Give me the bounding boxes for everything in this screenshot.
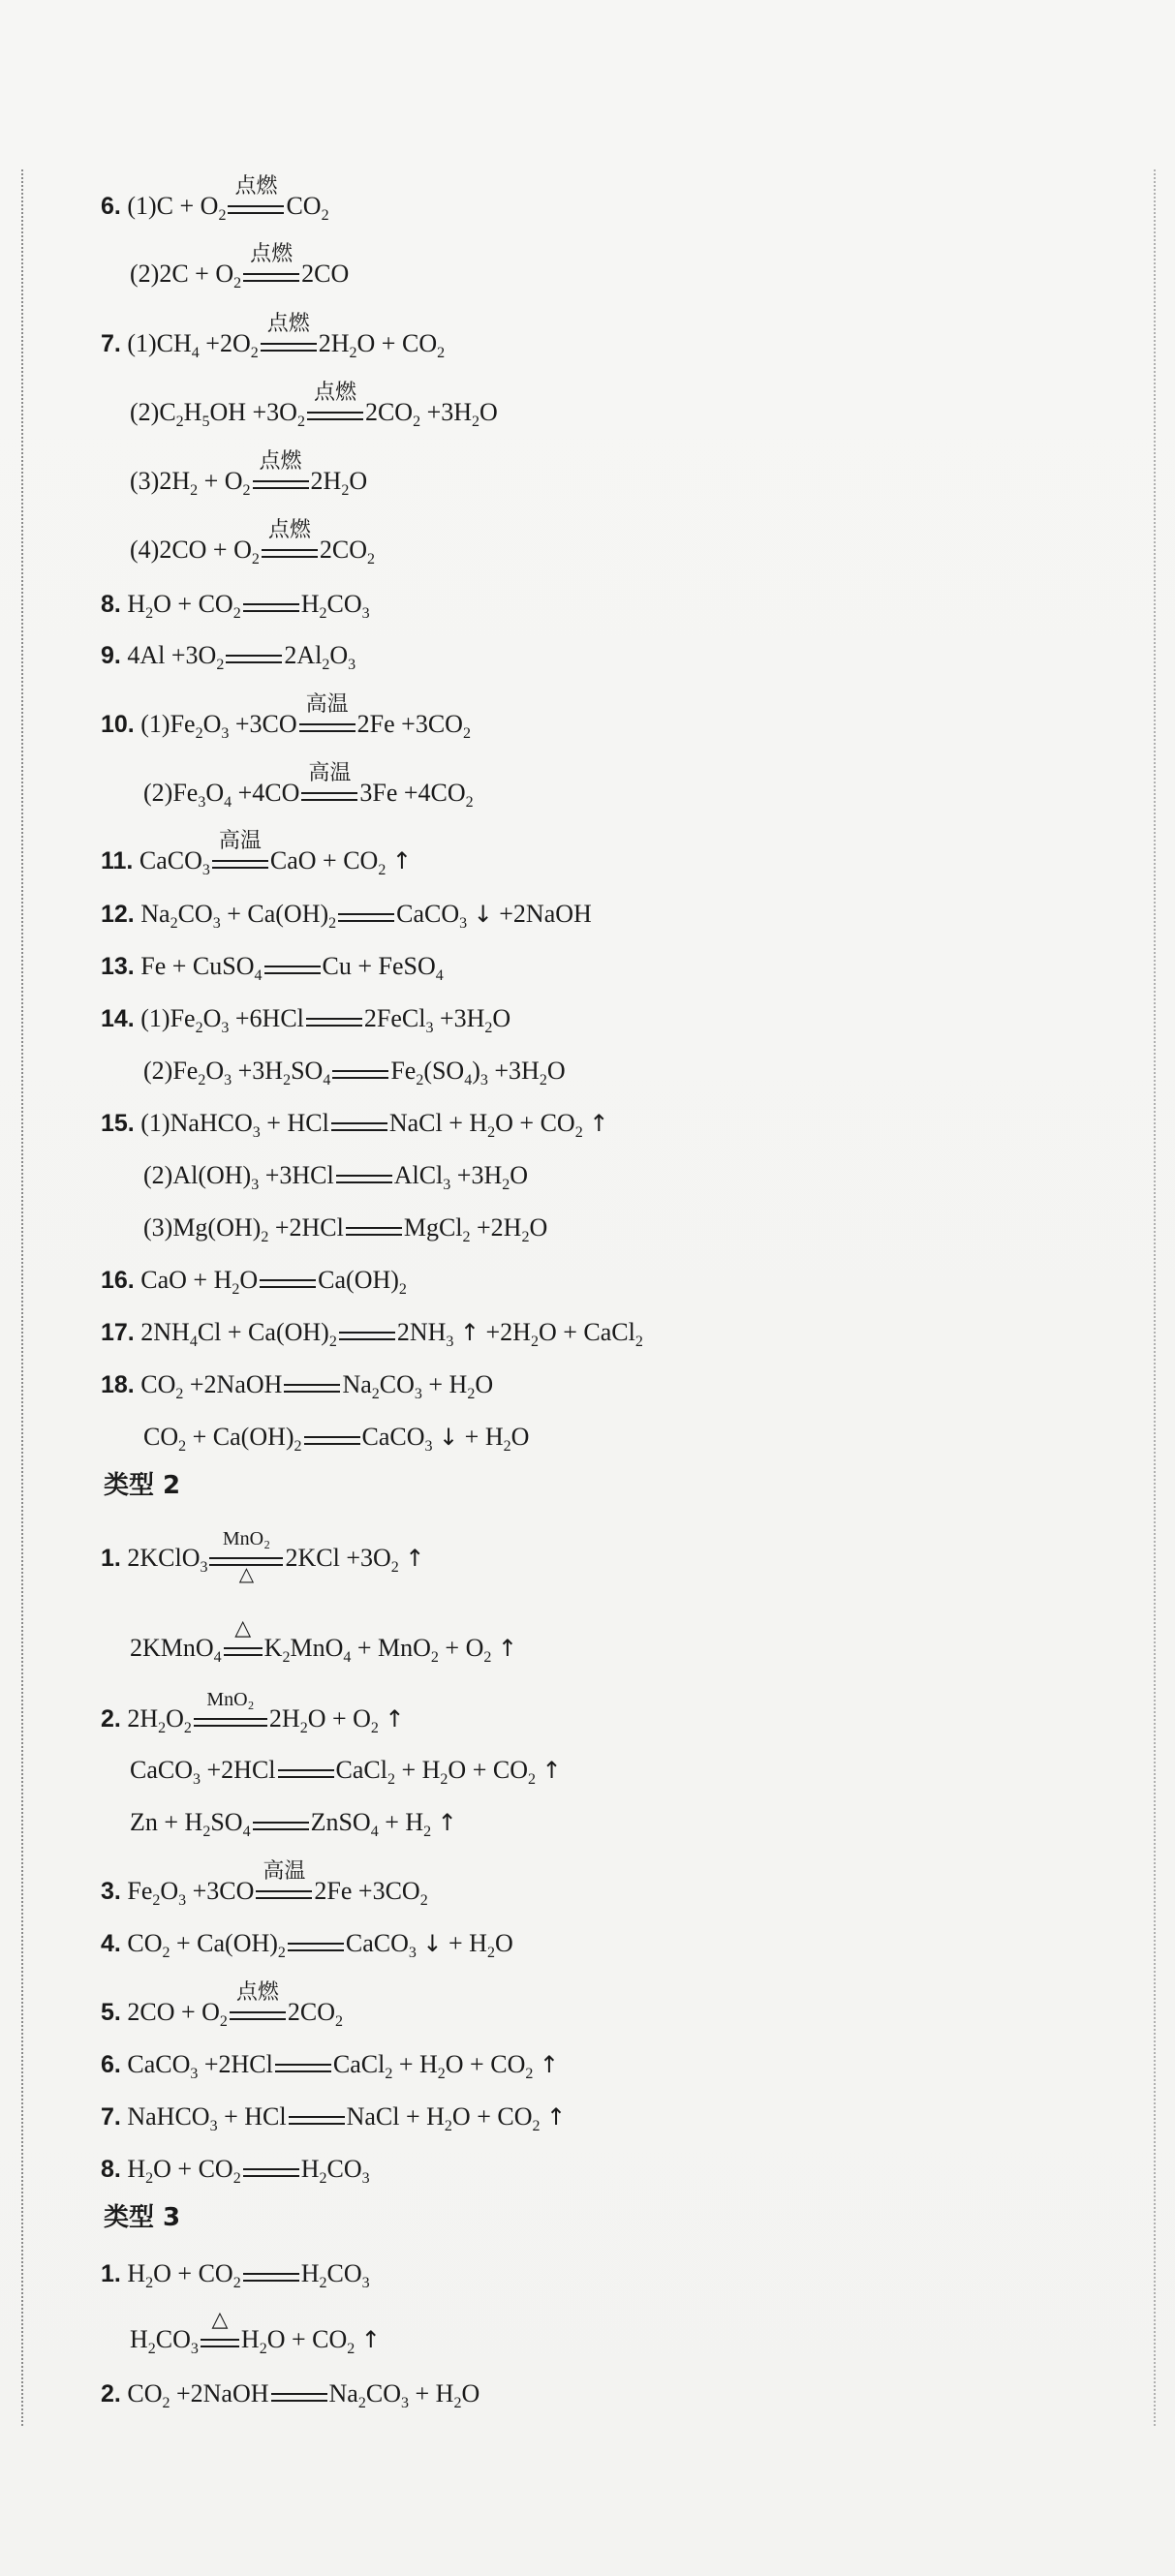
left-binding-line: [21, 169, 23, 2426]
t2-equation-1-2: 2KMnO$_4$ △ $K_2MnO_4 + MnO_2 + O_2$ ↑: [130, 1616, 517, 1666]
t3-equation-1-1: 1. $H_2O + CO_2$ $H_2CO_3$: [101, 2259, 370, 2291]
equation-15-1: 15. (1)NaHCO$_3$ + HCl NaCl + $H_2O + CO_2$ ↑: [101, 1109, 609, 1141]
t2-equation-2-2: CaCO$_3$ +2HCl CaCl$_2$ + $H_2O + CO_2$ ↑: [130, 1756, 562, 1788]
t2-equation-2-1: 2. $2H_2O_2$ MnO₂ $2H_2O + O_2$ ↑: [101, 1689, 405, 1736]
equation-8: 8. $H_2O + CO_2$ $H_2CO_3$: [101, 590, 370, 622]
equation-7-1: 7. $(1)CH_4 +2O_2$ 点燃 $2H_2O + CO_2$: [101, 312, 446, 361]
equation-12: 12. $Na_2CO_3 + Ca(OH)_2$ CaCO$_3$ ↓ +2NaOH: [101, 900, 592, 932]
section-heading-type2: 类型 2: [104, 1471, 181, 1500]
equation-6-2: $(2)2C + O_2$ 点燃 2CO: [130, 242, 350, 291]
t3-equation-2: 2. $CO_2$ +2NaOH $Na_2CO_3 + H_2O$: [101, 2379, 480, 2411]
equation-14-1: 14. $(1)Fe_2O_3 +6HCl$ 2FeCl$_3$ $+3H_2O$: [101, 1004, 511, 1036]
right-binding-line: [1154, 169, 1156, 2426]
t2-equation-7: 7. NaHCO$_3$ + HCl NaCl + $H_2O + CO_2$ ↑: [101, 2102, 567, 2134]
equation-7-4: $(4)2CO + O_2$ 点燃 $2CO_2$: [130, 518, 375, 567]
equation-17: 17. $2NH_4Cl + Ca(OH)_2$ $2NH_3$ ↑ $+2H_2O$ + CaCl$_2$: [101, 1318, 643, 1350]
t2-equation-5: 5. $2CO + O_2$ 点燃 $2CO_2$: [101, 1980, 344, 2030]
section-heading-type3: 类型 3: [104, 2203, 181, 2232]
t2-equation-4: 4. $CO_2 + Ca(OH)_2$ CaCO$_3$ ↓ + $H_2O$: [101, 1929, 513, 1961]
equation-16: 16. CaO + $H_2O$ $Ca(OH)_2$: [101, 1266, 407, 1298]
t2-equation-2-3: $Zn + H_2SO_4$ ZnSO$_4$ + $H_2$ ↑: [130, 1808, 457, 1840]
equation-9: 9. $4Al +3O_2$ $2Al_2O_3$: [101, 641, 356, 673]
equation-7-3: $(3)2H_2 + O_2$ 点燃 $2H_2O$: [130, 449, 368, 499]
t2-equation-6: 6. CaCO$_3$ +2HCl CaCl$_2$ + $H_2O + CO_2$ ↑: [101, 2050, 559, 2082]
equation-6-1: 6. $(1)C + O_2$ 点燃 $CO_2$: [101, 174, 329, 224]
t2-equation-3: 3. $Fe_2O_3 +3CO$ 高温 $2Fe +3CO_2$: [101, 1859, 428, 1909]
t2-equation-1-1: 1. 2KClO$_3$ MnO₂ △ $2KCl +3O_2$ ↑: [101, 1528, 425, 1586]
equation-15-2: $(2)Al(OH)_3 +3HCl$ AlCl$_3$ $+3H_2O$: [143, 1161, 529, 1193]
equation-13: 13. Fe + CuSO$_4$ Cu + FeSO$_4$: [101, 952, 444, 984]
equation-11: 11. CaCO$_3$ 高温 CaO + $CO_2$ ↑: [101, 829, 412, 878]
equation-14-2: $(2)Fe_2O_3 +3H_2SO_4$ $Fe_2(SO_4)_3 +3H_2O$: [143, 1057, 566, 1089]
equation-10-2: $(2)Fe_3O_4 +4CO$ 高温 $3Fe +4CO_2$: [143, 761, 474, 811]
t3-equation-1-2: $H_2CO_3$ △ $H_2O + CO_2$ ↑: [130, 2308, 381, 2357]
t2-equation-8: 8. $H_2O + CO_2$ $H_2CO_3$: [101, 2155, 370, 2187]
equation-18-1: 18. $CO_2$ +2NaOH $Na_2CO_3 + H_2O$: [101, 1370, 494, 1402]
equation-7-2: $(2)C_2H_5OH +3O_2$ 点燃 $2CO_2 +3H_2O$: [130, 381, 498, 430]
equation-15-3: $(3)Mg(OH)_2 +2HCl$ MgCl$_2$ $+2H_2O$: [143, 1213, 548, 1245]
equation-18-2: $CO_2 + Ca(OH)_2$ CaCO$_3$ ↓ + $H_2O$: [143, 1423, 530, 1455]
equation-10-1: 10. $(1)Fe_2O_3 +3CO$ 高温 $2Fe +3CO_2$: [101, 692, 471, 742]
